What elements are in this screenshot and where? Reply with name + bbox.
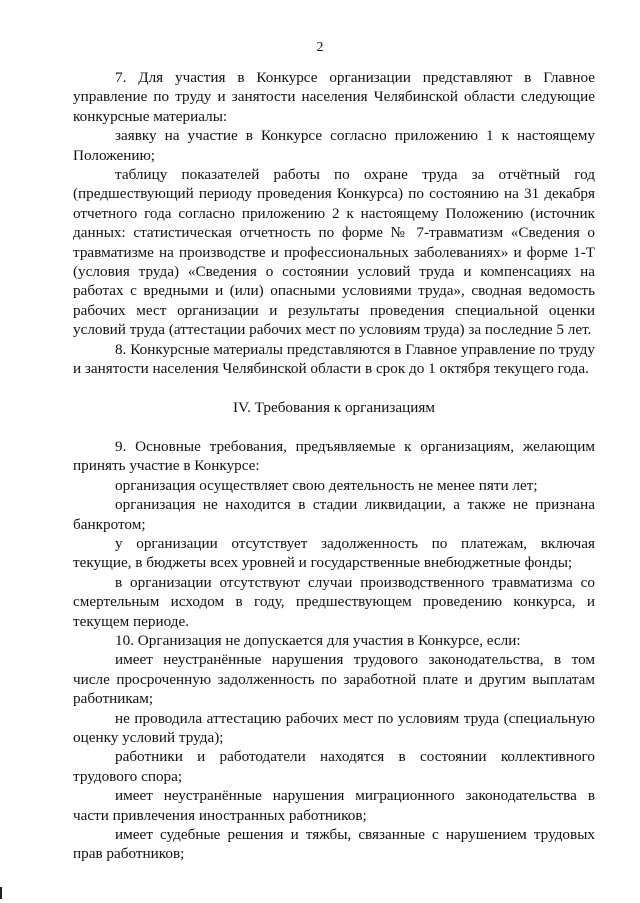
paragraph-requirement-injuries: в организации отсутствуют случаи производственного травматизма со смертельным исходом в году, предшествующем проведению конкурса, и текущем периоде. — [73, 573, 595, 630]
paragraph-exclusion-attestation: не проводила аттестацию рабочих мест по условиям труда (специальную оценку условий труда); — [73, 709, 595, 746]
paragraph-item-10: 10. Организация не допускается для участия в Конкурсе, если: — [115, 631, 521, 649]
paragraph-exclusion-dispute: работники и работодатели находятся в состоянии коллективного трудового спора; — [73, 748, 595, 785]
paragraph-application: заявку на участие в Конкурсе согласно приложению 1 к настоящему Положению; — [73, 127, 595, 164]
paragraph-requirement-debt: у организации отсутствует задолженность по платежам, включая текущие, в бюджеты всех уровней и государственные внебюджетные фонды; — [73, 534, 595, 572]
page-number: 2 — [316, 40, 324, 55]
paragraph-requirement-liquidation: организация не находится в стадии ликвидации, а также не признана банкротом; — [73, 496, 595, 533]
paragraph-item-7: 7. Для участия в Конкурсе организации представляют в Главное управление по труду и занятости населения Челябинской области следующие конкурсные материалы: — [73, 69, 595, 125]
paragraph-requirement-years: организация осуществляет свою деятельность не менее пяти лет; — [115, 476, 538, 494]
section-heading: IV. Требования к организациям — [233, 398, 435, 416]
paragraph-indicators-table: таблицу показателей работы по охране труда за отчётный год (предшествующий периоду проведения Конкурса) по состоянию на 31 декабря отчетного года согласно приложению 2 к настоящему Положению (источник данных: статистическая отчетность по форме № 7-травматизм «Сведения о травматизме на производстве и профессиональных заболеваниях» и форме 1-Т (условия труда) «Сведения о состоянии условий труда и компенсациях на работах с вредными и (или) опасными условиями труда», сводная ведомость рабочих мест организации и результаты проведения специальной оценки условий труда (аттестации рабочих мест по условиям труда) за последние 5 лет. — [73, 166, 595, 339]
paragraph-exclusion-court: имеет судебные решения и тяжбы, связанные с нарушением трудовых прав работников; — [73, 826, 595, 863]
paragraph-item-9: 9. Основные требования, предъявляемые к организациям, желающим принять участие в Конкурсе: — [73, 437, 595, 475]
paragraph-exclusion-violations: имеет неустранённые нарушения трудового законодательства, в том числе просроченную задолженность по заработной плате и другим выплатам работникам; — [73, 651, 595, 708]
paragraph-item-8: 8. Конкурсные материалы представляются в Главное управление по труду и занятости населения Челябинской области в срок до 1 октября текущего года. — [73, 340, 595, 378]
scan-edge-mark — [0, 887, 2, 899]
document-body — [73, 68, 595, 864]
paragraph-exclusion-migration: имеет неустранённые нарушения миграционного законодательства в части привлечения иностранных работников; — [73, 787, 595, 824]
